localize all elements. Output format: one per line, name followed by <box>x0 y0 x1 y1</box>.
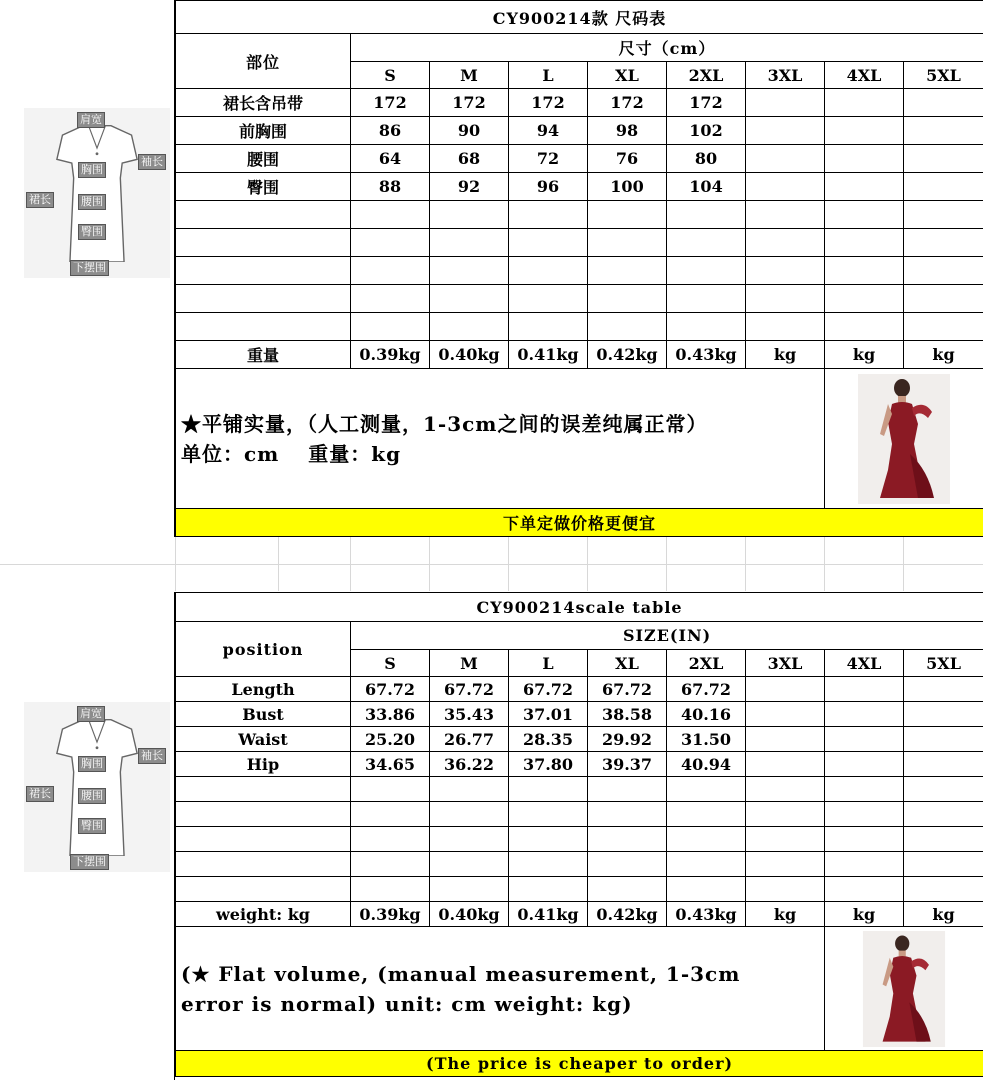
cell <box>825 145 904 173</box>
size-col: XL <box>588 650 667 677</box>
spacer-grid <box>0 537 983 591</box>
cell: 76 <box>588 145 667 173</box>
note-line-2: 单位：cm 重量：kg <box>181 441 402 466</box>
cell: 67.72 <box>351 677 430 702</box>
size-col: L <box>509 650 588 677</box>
cell <box>904 117 983 145</box>
cell <box>825 117 904 145</box>
size-col: M <box>430 62 509 89</box>
empty-row <box>176 802 983 827</box>
size-table <box>175 592 983 1077</box>
cell: 40.94 <box>667 752 746 777</box>
empty-row <box>176 852 983 877</box>
cell <box>746 173 825 201</box>
cell: 25.20 <box>351 727 430 752</box>
garment-diagram <box>24 108 170 278</box>
cell: 96 <box>509 173 588 201</box>
size-col: 2XL <box>667 62 746 89</box>
label-hip: 臀围 <box>78 224 106 240</box>
table-row <box>176 727 983 752</box>
cell: 28.35 <box>509 727 588 752</box>
label-waist: 腰围 <box>78 194 106 210</box>
empty-row <box>176 229 983 257</box>
label-waist: 腰围 <box>78 788 106 804</box>
weight-row <box>176 341 983 369</box>
table-row <box>176 145 983 173</box>
cell: kg <box>904 902 983 927</box>
cell <box>746 752 825 777</box>
table-row <box>176 173 983 201</box>
empty-row <box>176 777 983 802</box>
weight-label: 重量 <box>176 341 351 369</box>
label-length: 裙长 <box>26 786 54 802</box>
size-col: 3XL <box>746 650 825 677</box>
cell: 29.92 <box>588 727 667 752</box>
cell: 0.43kg <box>667 341 746 369</box>
cell: 0.42kg <box>588 341 667 369</box>
label-hip: 臀围 <box>78 818 106 834</box>
row-label: 腰围 <box>176 145 351 173</box>
cell: 86 <box>351 117 430 145</box>
cell: 67.72 <box>509 677 588 702</box>
row-label: 前胸围 <box>176 117 351 145</box>
cell: 88 <box>351 173 430 201</box>
cell <box>904 89 983 117</box>
size-col: M <box>430 650 509 677</box>
row-label: Hip <box>176 752 351 777</box>
cell: 0.42kg <box>588 902 667 927</box>
cell: 40.16 <box>667 702 746 727</box>
cell: kg <box>825 341 904 369</box>
cell <box>746 677 825 702</box>
empty-row <box>176 827 983 852</box>
cell: 172 <box>430 89 509 117</box>
cell <box>904 173 983 201</box>
label-hem: 下摆围 <box>70 854 109 870</box>
size-col: 3XL <box>746 62 825 89</box>
note-line-1: (★ Flat volume, (manual measurement, 1-3cm <box>181 961 741 986</box>
cell: 172 <box>588 89 667 117</box>
dress-outline-icon <box>52 122 142 262</box>
cell <box>825 677 904 702</box>
product-photo-cell <box>825 927 983 1051</box>
cell: 67.72 <box>430 677 509 702</box>
label-bust: 胸围 <box>78 756 106 772</box>
garment-diagram <box>24 702 170 872</box>
table-row <box>176 752 983 777</box>
cell: 98 <box>588 117 667 145</box>
size-col: L <box>509 62 588 89</box>
table-row <box>176 702 983 727</box>
cell: 38.58 <box>588 702 667 727</box>
cell: 90 <box>430 117 509 145</box>
measurement-note <box>176 927 825 1051</box>
note-line-2: error is normal) unit: cm weight: kg) <box>181 991 633 1016</box>
size-col: 5XL <box>904 650 983 677</box>
cell: 104 <box>667 173 746 201</box>
cell: 31.50 <box>667 727 746 752</box>
cell: 0.40kg <box>430 902 509 927</box>
cell <box>825 89 904 117</box>
label-length: 裙长 <box>26 192 54 208</box>
cell <box>746 89 825 117</box>
cell <box>825 727 904 752</box>
cell: 172 <box>667 89 746 117</box>
row-label: 裙长含吊带 <box>176 89 351 117</box>
cell: 33.86 <box>351 702 430 727</box>
cell <box>825 752 904 777</box>
size-col: 2XL <box>667 650 746 677</box>
cell <box>904 702 983 727</box>
label-sleeve: 袖长 <box>138 748 166 764</box>
row-label: Bust <box>176 702 351 727</box>
size-col: 4XL <box>825 650 904 677</box>
table-row <box>176 89 983 117</box>
cell: 67.72 <box>588 677 667 702</box>
product-photo-cell <box>825 369 983 509</box>
cell: 72 <box>509 145 588 173</box>
size-col: S <box>351 650 430 677</box>
label-shoulder: 肩宽 <box>77 112 105 128</box>
empty-row <box>176 201 983 229</box>
size-col: S <box>351 62 430 89</box>
dress-outline-icon <box>52 716 142 856</box>
weight-label: weight: kg <box>176 902 351 927</box>
cell <box>746 702 825 727</box>
cell <box>904 752 983 777</box>
promo-banner: (The price is cheaper to order) <box>176 1051 983 1077</box>
position-header: 部位 <box>176 34 351 89</box>
cell <box>904 145 983 173</box>
cell: kg <box>746 902 825 927</box>
note-line-1: ★平铺实量，（人工测量，1-3cm之间的误差纯属正常） <box>181 411 708 436</box>
cell <box>904 677 983 702</box>
empty-row <box>176 257 983 285</box>
cell: 172 <box>351 89 430 117</box>
cell: 35.43 <box>430 702 509 727</box>
cell: 64 <box>351 145 430 173</box>
size-col: XL <box>588 62 667 89</box>
cell: 26.77 <box>430 727 509 752</box>
cell: 94 <box>509 117 588 145</box>
promo-banner: 下单定做价格更便宜 <box>176 509 983 537</box>
table-row <box>176 117 983 145</box>
size-chart-cn <box>0 0 983 537</box>
cell: 0.43kg <box>667 902 746 927</box>
cell: kg <box>904 341 983 369</box>
cell: 34.65 <box>351 752 430 777</box>
size-header: 尺寸（cm） <box>351 34 983 62</box>
cell <box>825 173 904 201</box>
cell: 0.41kg <box>509 341 588 369</box>
weight-row <box>176 902 983 927</box>
cell: 80 <box>667 145 746 173</box>
row-label: Length <box>176 677 351 702</box>
cell: kg <box>825 902 904 927</box>
cell: kg <box>746 341 825 369</box>
cell: 67.72 <box>667 677 746 702</box>
cell <box>746 117 825 145</box>
measurement-note <box>176 369 825 509</box>
empty-row <box>176 285 983 313</box>
cell: 37.01 <box>509 702 588 727</box>
cell: 172 <box>509 89 588 117</box>
position-header: position <box>176 622 351 677</box>
product-photo <box>862 931 946 1047</box>
cell: 0.40kg <box>430 341 509 369</box>
cell: 36.22 <box>430 752 509 777</box>
size-header: SIZE(IN) <box>351 622 983 650</box>
size-table <box>175 0 983 537</box>
cell <box>746 727 825 752</box>
table-row <box>176 677 983 702</box>
product-photo <box>858 374 950 504</box>
empty-row <box>176 877 983 902</box>
cell: 0.41kg <box>509 902 588 927</box>
label-sleeve: 袖长 <box>138 154 166 170</box>
table-title: CY900214款 尺码表 <box>176 1 983 34</box>
cell <box>904 727 983 752</box>
cell: 68 <box>430 145 509 173</box>
size-col: 4XL <box>825 62 904 89</box>
label-hem: 下摆围 <box>70 260 109 276</box>
table-title: CY900214scale table <box>176 593 983 622</box>
cell: 0.39kg <box>351 902 430 927</box>
size-chart-en <box>0 592 983 1080</box>
cell <box>746 145 825 173</box>
cell: 102 <box>667 117 746 145</box>
cell <box>825 702 904 727</box>
label-shoulder: 肩宽 <box>77 706 105 722</box>
row-label: Waist <box>176 727 351 752</box>
row-label: 臀围 <box>176 173 351 201</box>
cell: 100 <box>588 173 667 201</box>
label-bust: 胸围 <box>78 162 106 178</box>
cell: 37.80 <box>509 752 588 777</box>
cell: 39.37 <box>588 752 667 777</box>
cell: 0.39kg <box>351 341 430 369</box>
cell: 92 <box>430 173 509 201</box>
size-col: 5XL <box>904 62 983 89</box>
empty-row <box>176 313 983 341</box>
